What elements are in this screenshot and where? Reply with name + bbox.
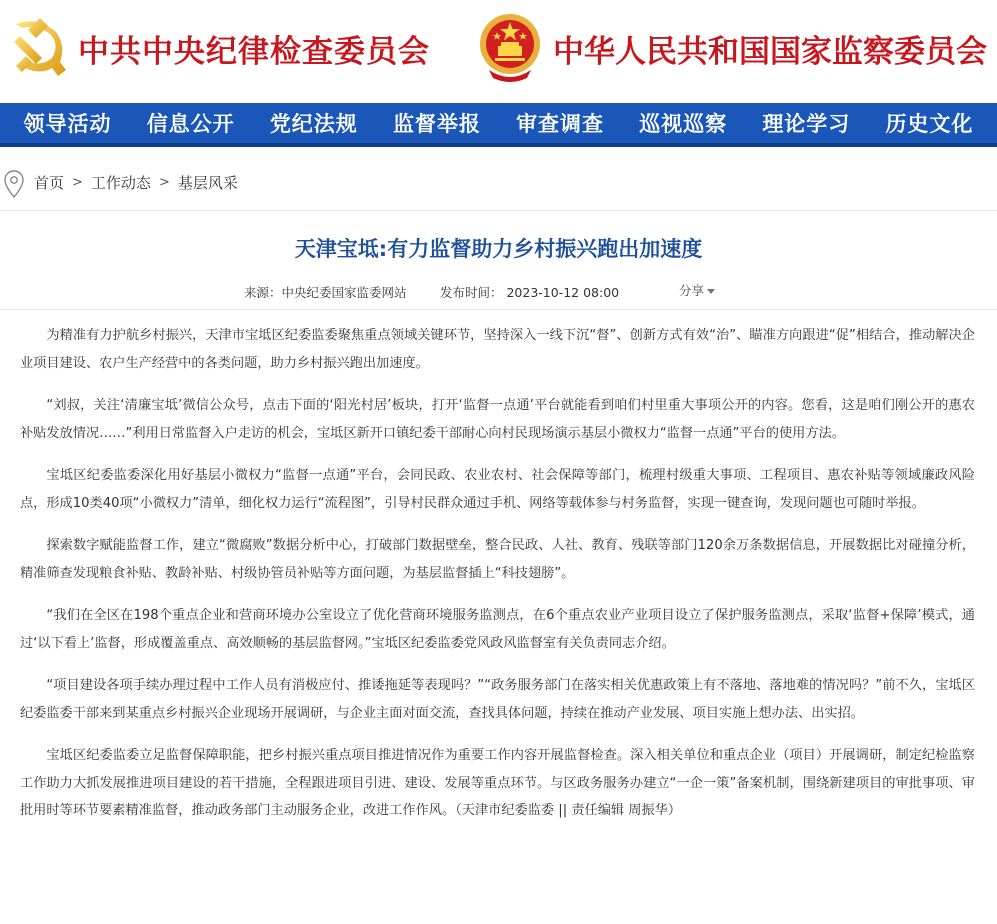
breadcrumb xyxy=(0,170,997,211)
breadcrumb-separator: > xyxy=(158,175,170,190)
nav-item-regulations[interactable]: 党纪法规 xyxy=(269,111,358,136)
nav-item-history[interactable]: 历史文化 xyxy=(885,111,974,136)
nav-item-info-disclosure[interactable]: 信息公开 xyxy=(146,111,235,136)
breadcrumb-work-news[interactable]: 工作动态 xyxy=(90,174,151,192)
article-paragraph: 宝坻区纪委监委深化用好基层小微权力“监督一点通”平台，会同民政、农业农村、社会保障等部门，梳理村级重大事项、工程项目、惠农补贴等领域廉政风险点，形成10类40项“小微权力”清单，细化权力运行“流程图”，引导村民群众通过手机、网络等载体参与村务监督，实现一键查询，发现问题也可随时举报。 xyxy=(20,468,975,511)
article-paragraph: 宝坻区纪委监委立足监督保障职能，把乡村振兴重点项目推进情况作为重要工作内容开展监督检查。深入相关单位和重点企业（项目）开展调研，制定纪检监察工作助力大抓发展推进项目建设的若干措施，全程跟进项目引进、建设、发展等重点环节。与区政务服务办建立“一企一策”备案机制，围绕新建项目的审批事项、审批用时等环节要素精准监督，推动政务部门主动服务企业，改进工作作风。（天津市纪委监委 || 责任编辑 周振华） xyxy=(20,748,975,818)
article-paragraph: “我们在全区在198个重点企业和营商环境办公室设立了优化营商环境服务监测点，在6个重点农业产业项目设立了保护服务监测点，采取‘监督+保障’模式，通过‘以下看上’监督，形成覆盖重点、高效顺畅的基层监督网。”宝坻区纪委监委党风政风监督室有关负责同志介绍。 xyxy=(20,608,975,651)
article-title: 天津宝坻:有力监督助力乡村振兴跑出加速度 xyxy=(294,237,703,261)
breadcrumb-grassroots[interactable]: 基层风采 xyxy=(177,174,238,192)
chevron-down-icon xyxy=(707,289,715,294)
main-nav xyxy=(0,103,997,147)
breadcrumb-separator: > xyxy=(72,175,83,190)
article-paragraph: 探索数字赋能监督工作，建立“微腐败”数据分析中心，打破部门数据壁垒，整合民政、人社、教育、残联等部门120余万条数据信息，开展数据比对碰撞分析，精准筛查发现粮食补贴、教龄补贴、村级协管员补贴等方面问题，为基层监督插上“科技翅膀”。 xyxy=(20,538,975,581)
article-meta xyxy=(0,279,997,310)
article-paragraph: 为精准有力护航乡村振兴，天津市宝坻区纪委监委聚焦重点领域关键环节，坚持深入一线下沉“督”、创新方式有效“治”、瞄准方向跟进“促”相结合，推动解决企业项目建设、农户生产经营中的各类问题，助力乡村振兴跑出加速度。 xyxy=(20,328,975,371)
nav-item-report[interactable]: 监督举报 xyxy=(392,111,481,136)
cpc-ccdi-title[interactable]: 中共中央纪律检查委员会 xyxy=(78,34,430,70)
site-header xyxy=(0,0,997,103)
party-emblem-icon xyxy=(6,14,66,80)
national-emblem-icon xyxy=(477,12,543,82)
article-body xyxy=(0,322,997,825)
nav-item-leadership[interactable]: 领导活动 xyxy=(23,111,112,136)
share-dropdown[interactable] xyxy=(679,281,715,299)
share-label: 分享 xyxy=(679,283,705,298)
nav-item-theory[interactable]: 理论学习 xyxy=(762,111,851,136)
breadcrumb-home[interactable]: 首页 xyxy=(34,174,65,192)
location-pin-icon xyxy=(4,170,24,198)
article-source: 来源：中央纪委国家监委网站 xyxy=(244,285,407,300)
article-publish-time: 发布时间： 2023-10-12 08:00 xyxy=(440,285,620,300)
article-paragraph: “刘叔，关注‘清廉宝坻’微信公众号，点击下面的‘阳光村居’板块，打开‘监督一点通’平台就能看到咱们村里重大事项公开的内容。您看，这是咱们刚公开的惠农补贴发放情况……”利用日常监督入户走访的机会，宝坻区新开口镇纪委干部耐心向村民现场演示基层小微权力“监督一点通”平台的使用方法。 xyxy=(20,398,975,441)
nav-item-investigation[interactable]: 审查调查 xyxy=(516,111,605,136)
article-paragraph: “项目建设各项手续办理过程中工作人员有消极应付、推诿拖延等表现吗？”“政务服务部门在落实相关优惠政策上有不落地、落地难的情况吗？”前不久，宝坻区纪委监委干部来到某重点乡村振兴企业现场开展调研，与企业主面对面交流，查找具体问题，持续在推动产业发展、项目实施上想办法、出实招。 xyxy=(20,678,975,721)
nsc-title[interactable]: 中华人民共和国国家监察委员会 xyxy=(553,34,987,70)
nav-item-inspection[interactable]: 巡视巡察 xyxy=(639,111,728,136)
